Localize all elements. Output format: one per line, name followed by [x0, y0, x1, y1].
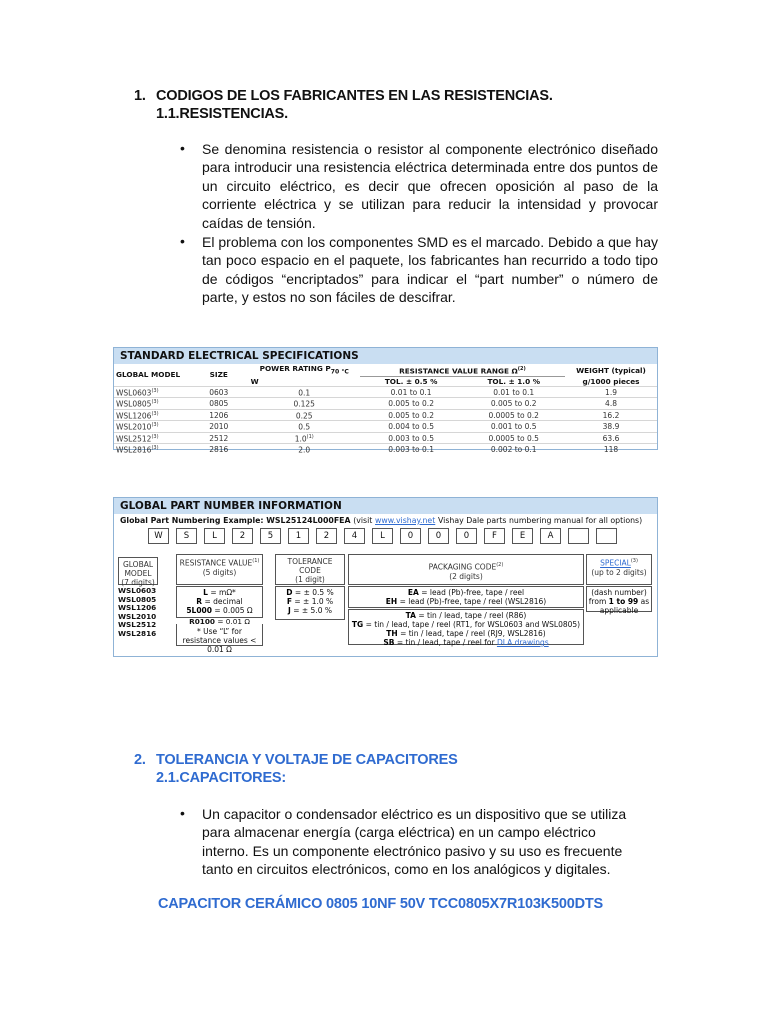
section1-subnumber: 1.1.: [156, 106, 180, 122]
col-header-power: POWER RATING $P_{70 ^\circ C}$: [259, 364, 349, 376]
part-char-box: 0: [456, 528, 477, 544]
vishay-link[interactable]: www.vishay.net: [375, 516, 436, 525]
col-header-model: GLOBAL MODEL: [116, 370, 181, 380]
cell-power: 1.0$^{(1)}$: [249, 432, 360, 444]
col-header-power-unit: W: [250, 376, 259, 386]
part-number-table: [113, 497, 658, 657]
cell-size: 0805: [189, 398, 249, 410]
part-char-box: S: [176, 528, 197, 544]
part-char-box: W: [148, 528, 169, 544]
part-char-box: 2: [232, 528, 253, 544]
dla-drawings-link[interactable]: DLA drawings: [496, 638, 549, 647]
section2-title: TOLERANCIA Y VOLTAJE DE CAPACITORES: [156, 752, 458, 768]
cell-tol2: 0.001 to 0.5: [462, 421, 565, 433]
cell-tol2: 0.0005 to 0.2: [462, 409, 565, 421]
part-number-example: Global Part Numbering Example: WSL25124L000FEA (visit www.vishay.net Vishay Dale parts numbering manual for all options): [120, 516, 643, 525]
cell-size: 2816: [189, 444, 249, 455]
cell-tol1: 0.003 to 0.5: [360, 432, 463, 444]
resistance-header: RESISTANCE VALUE$^{(1)}$ (5 digits): [176, 554, 263, 585]
cell-size: 0603: [189, 386, 249, 398]
paragraph-resistor-definition: Se denomina resistencia o resistor al componente electrónico diseñado para introducir una resistencia eléctrica determinada entre dos puntos de un circuito eléctrico, es decir que ofrecen oposición al paso de la corriente eléctrica y se utilizan para reducir la intensidad y provocar caídas de tensión.: [202, 141, 658, 231]
col-header-size: SIZE: [209, 370, 228, 380]
table-row: [114, 386, 657, 398]
table-row: [114, 444, 657, 455]
part-char-box: [568, 528, 589, 544]
cell-power: 0.25: [249, 409, 360, 421]
table-title: GLOBAL PART NUMBER INFORMATION: [114, 498, 657, 514]
part-char-box: F: [484, 528, 505, 544]
cell-tol2: 0.0005 to 0.5: [462, 432, 565, 444]
table-title: STANDARD ELECTRICAL SPECIFICATIONS: [114, 348, 657, 364]
tolerance-header: TOLERANCE CODE (1 digit): [275, 554, 345, 585]
part-char-box: 2: [316, 528, 337, 544]
part-char-box: 4: [344, 528, 365, 544]
section2-subtitle: CAPACITORES:: [179, 770, 287, 786]
bullet-icon: •: [180, 140, 185, 156]
bullet-icon: •: [180, 805, 185, 821]
cell-tol1: 0.01 to 0.1: [360, 386, 463, 398]
section1-heading: [134, 88, 553, 104]
section1-subtitle: RESISTENCIAS.: [179, 106, 288, 122]
part-char-box: 5: [260, 528, 281, 544]
cell-tol1: 0.003 to 0.1: [360, 444, 463, 455]
cell-power: 0.125: [249, 398, 360, 410]
col-header-tol1: TOL. ± 0.5 %: [384, 376, 438, 386]
section1-subheading: [156, 106, 288, 122]
part-char-box: L: [204, 528, 225, 544]
part-char-box: 0: [400, 528, 421, 544]
cell-weight: 38.9: [565, 421, 657, 433]
part-char-box: E: [512, 528, 533, 544]
cell-size: 2512: [189, 432, 249, 444]
cell-weight: 4.8: [565, 398, 657, 410]
cell-power: 0.1: [249, 386, 360, 398]
cell-model: WSL2512$^{(3)}$: [114, 432, 189, 444]
packaging-leadfree-codes: EA = lead (Pb)-free, tape / reel EH = lead (Pb)-free, tape / reel (WSL2816): [348, 586, 584, 608]
cell-power: 2.0: [249, 444, 360, 455]
table-row: [114, 432, 657, 444]
cell-tol1: 0.005 to 0.2: [360, 409, 463, 421]
part-char-box: A: [540, 528, 561, 544]
cell-model: WSL0805$^{(3)}$: [114, 398, 189, 410]
col-header-weight-unit: g/1000 pieces: [582, 376, 640, 386]
section2-subheading: [156, 770, 286, 786]
cell-model: WSL1206$^{(3)}$: [114, 409, 189, 421]
bullet-icon: •: [180, 233, 185, 249]
cell-weight: 63.6: [565, 432, 657, 444]
section2-heading: [134, 752, 458, 768]
cell-weight: 118: [565, 444, 657, 455]
cell-weight: 16.2: [565, 409, 657, 421]
cell-weight: 1.9: [565, 386, 657, 398]
standard-specs-table: [113, 347, 658, 455]
section2-subnumber: 2.1.: [156, 770, 180, 786]
part-char-box: L: [372, 528, 393, 544]
section1-number: 1.: [134, 88, 146, 104]
cell-tol1: 0.005 to 0.2: [360, 398, 463, 410]
part-char-box: 1: [288, 528, 309, 544]
resistance-example-2: R0100 = 0.01 Ω: [189, 617, 250, 626]
global-model-list: WSL0603 WSL0805 WSL1206 WSL2010 WSL2512 WSL2816: [118, 586, 157, 638]
cell-model: WSL2010$^{(3)}$: [114, 421, 189, 433]
cell-tol2: 0.002 to 0.1: [462, 444, 565, 455]
col-header-range: RESISTANCE VALUE RANGE $\Omega^{(2)}$: [360, 364, 565, 376]
capacitor-product-title: CAPACITOR CERÁMICO 0805 10NF 50V TCC0805X7R103K500DTS: [158, 896, 603, 912]
global-model-header: GLOBAL MODEL (7 digits): [118, 557, 158, 585]
resistance-note: * Use “L” for resistance values < 0.01 Ω: [176, 624, 263, 646]
part-char-box: [596, 528, 617, 544]
paragraph-smd-marking: El problema con los componentes SMD es el marcado. Debido a que hay tan poco espacio en el paquete, los fabricantes han recurrido a todo tipo de códigos “encriptados” para indicar el “part number” o número de parte, y estos no son fáciles de descifrar.: [202, 234, 658, 306]
cell-tol1: 0.004 to 0.5: [360, 421, 463, 433]
table-row: [114, 398, 657, 410]
col-header-weight: WEIGHT (typical): [576, 365, 646, 375]
packaging-tinlead-codes: TA = tin / lead, tape / reel (R86) TG = tin / lead, tape / reel (RT1, for WSL0603 and WSL0805) TH = tin / lead, tape / reel (RJ9, WSL2816) SB = tin / lead, tape / reel for DLA drawings: [348, 609, 584, 645]
section1-title: CODIGOS DE LOS FABRICANTES EN LAS RESISTENCIAS.: [156, 88, 553, 104]
special-codes: (dash number) from 1 to 99 as applicable: [586, 586, 652, 612]
cell-model: WSL0603$^{(3)}$: [114, 386, 189, 398]
resistance-codes: L = mΩ* R = decimal 5L000 = 0.005 Ω: [176, 586, 263, 618]
cell-size: 2010: [189, 421, 249, 433]
special-link[interactable]: SPECIAL: [600, 558, 631, 568]
paragraph-capacitor-definition: Un capacitor o condensador eléctrico es un dispositivo que se utiliza para almacenar energía (carga eléctrica) en un campo eléctrico interno. Es un componente electrónico pasivo y su uso es frecuente tanto en circuitos electrónicos, como en los analógicos y digitales.: [202, 806, 627, 878]
packaging-header: PACKAGING CODE$^{(2)}$ (2 digits): [348, 554, 584, 585]
part-char-box: 0: [428, 528, 449, 544]
tolerance-codes: D = ± 0.5 % F = ± 1.0 % J = ± 5.0 %: [275, 586, 345, 620]
table-row: [114, 421, 657, 433]
special-header: SPECIAL$^{(3)}$ (up to 2 digits): [586, 554, 652, 585]
cell-power: 0.5: [249, 421, 360, 433]
cell-size: 1206: [189, 409, 249, 421]
cell-tol2: 0.01 to 0.1: [462, 386, 565, 398]
section2-number: 2.: [134, 752, 146, 768]
cell-tol2: 0.005 to 0.2: [462, 398, 565, 410]
col-header-tol2: TOL. ± 1.0 %: [487, 376, 541, 386]
table-row: [114, 409, 657, 421]
cell-model: WSL2816$^{(3)}$: [114, 444, 189, 455]
